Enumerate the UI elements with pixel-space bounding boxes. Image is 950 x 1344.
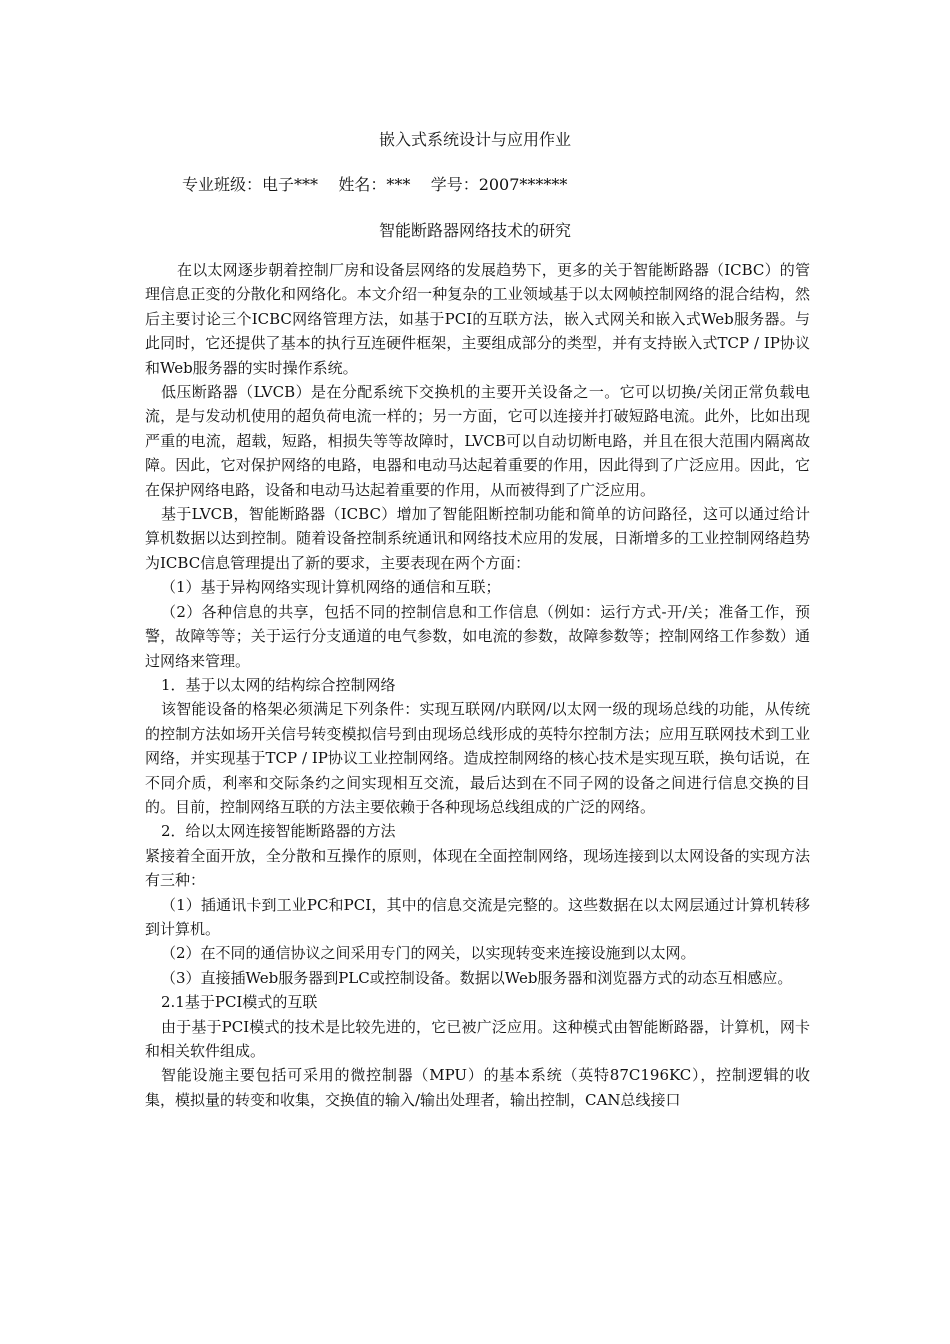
- list-item: （2）各种信息的共享，包括不同的控制信息和工作信息（例如：运行方式-开/关；准备工作，预警，故障等等；关于运行分支通道的电气参数，如电流的参数，故障参数等；控制网络工作参数）通过网络来管理。: [145, 602, 810, 670]
- list-item: （1）插通讯卡到工业PC和PCI，其中的信息交流是完整的。这些数据在以太网层通过计算机转移到计算机。: [145, 895, 810, 938]
- article-title: 智能断路器网络技术的研究: [378, 221, 571, 240]
- section-heading: 2．给以太网连接智能断路器的方法: [161, 822, 396, 841]
- list-item: （2）在不同的通信协议之间采用专门的网关，以实现转变来连接设施到以太网。: [161, 944, 696, 963]
- paragraph: 在以太网逐步朝着控制厂房和设备层网络的发展趋势下，更多的关于智能断路器（ICBC）的管理信息正变的分散化和网络化。本文介绍一种复杂的工业领域基于以太网帧控制网络的混合结构，然后主要讨论三个ICBC网络管理方法，如基于PCI的互联方法，嵌入式网关和嵌入式Web服务器。与此同时，它还提供了基本的执行互连硬件框架，主要组成部分的类型，并有支持嵌入式TCP / IP协议和Web服务器的实时操作系统。: [145, 261, 810, 377]
- section-heading: 1．基于以太网的结构综合控制网络: [161, 675, 396, 694]
- subsection-heading: 2.1基于PCI模式的互联: [161, 993, 318, 1012]
- document-title: 嵌入式系统设计与应用作业: [378, 130, 571, 149]
- paragraph: 由于基于PCI模式的技术是比较先进的，它已被广泛应用。这种模式由智能断路器，计算机，网卡和相关软件组成。: [145, 1017, 810, 1060]
- list-item: （1）基于异构网络实现计算机网络的通信和互联；: [161, 578, 501, 597]
- paragraph: 智能设施主要包括可采用的微控制器（MPU）的基本系统（英特87C196KC），控制逻辑的收集，模拟量的转变和收集，交换值的输入/输出处理者，输出控制，CAN总线接口: [145, 1066, 810, 1109]
- student-info: 专业班级：电子*** 姓名：*** 学号：2007******: [182, 175, 568, 194]
- paragraph: 该智能设备的格架必须满足下列条件：实现互联网/内联网/以太网一级的现场总线的功能，从传统的控制方法如场开关信号转变模拟信号到由现场总线形成的英特尔控制方法；应用互联网技术到工业网络，并实现基于TCP / IP协议工业控制网络。造成控制网络的核心技术是实现互联，换句话说，在不同介质，利率和交际条约之间实现相互交流，最后达到在不同子网的设备之间进行信息交换的目的。目前，控制网络互联的方法主要依赖于各种现场总线组成的广泛的网络。: [145, 700, 810, 816]
- paragraph: 基于LVCB，智能断路器（ICBC）增加了智能阻断控制功能和简单的访问路径，这可以通过给计算机数据以达到控制。随着设备控制系统通讯和网络技术应用的发展，日渐增多的工业控制网络趋势为ICBC信息管理提出了新的要求，主要表现在两个方面：: [145, 505, 810, 572]
- document-body: [145, 258, 810, 1112]
- paragraph: 紧接着全面开放，全分散和互操作的原则，体现在全面控制网络，现场连接到以太网设备的实现方法有三种：: [145, 846, 810, 890]
- paragraph: 低压断路器（LVCB）是在分配系统下交换机的主要开关设备之一。它可以切换/关闭正常负载电流，是与发动机使用的超负荷电流一样的；另一方面，它可以连接并打破短路电流。此外，比如出现严重的电流，超载，短路，相损失等等故障时，LVCB可以自动切断电路，并且在很大范围内隔离故障。因此，它对保护网络的电路，电器和电动马达起着重要的作用，因此得到了广泛应用。因此，它在保护网络电路，设备和电动马达起着重要的作用，从而被得到了广泛应用。: [145, 383, 810, 499]
- list-item: （3）直接插Web服务器到PLC或控制设备。数据以Web服务器和浏览器方式的动态互相感应。: [161, 968, 793, 987]
